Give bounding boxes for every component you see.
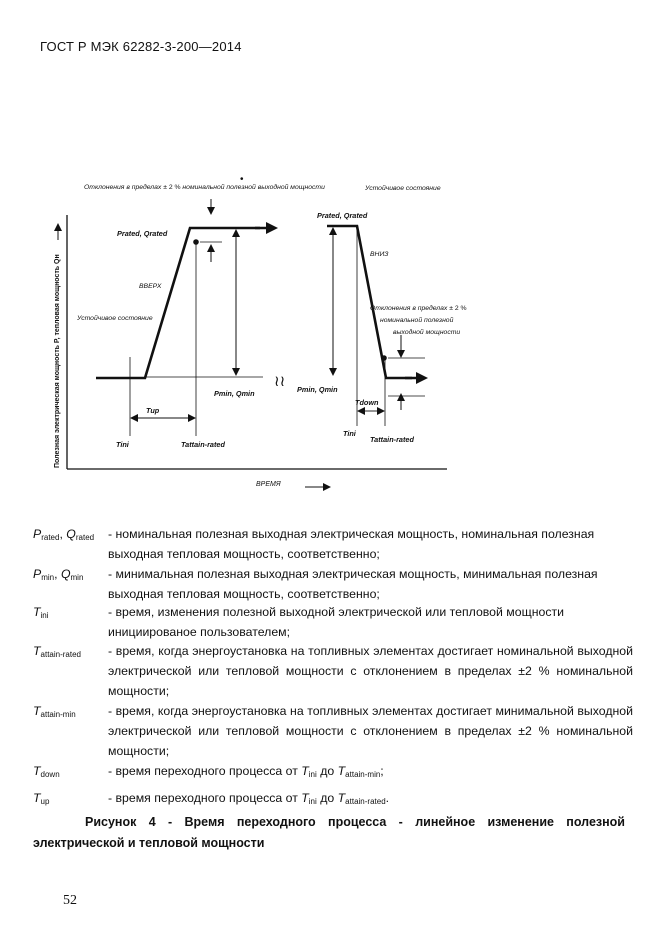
page-number: 52 [63,893,77,908]
prated-left-label: Prated, Qrated [117,229,168,238]
legend-row-tini [33,602,633,644]
legend-symbol: $P_{min}$, $Q_{min}$ [33,567,84,582]
legend-row-tattain-min [33,701,633,761]
legend-row-tdown [33,761,633,785]
up-label: ВВЕРХ [139,283,162,290]
right-tolerance-note-2: номинальной полезной [380,317,454,324]
legend-symbol: $T_{attain-rated}$ [33,644,81,659]
y-axis-label: Полезная электрическая мощность Р, тепловая мощность Qн [54,254,61,468]
attain-min-point [381,355,387,361]
legend-symbol: $T_{ini}$ [33,605,49,620]
legend-description: - минимальная полезная выходная электрическая мощность, минимальная полезная выходная тепловая мощность, соответственно; [108,567,598,601]
legend-description: - время, когда энергоустановка на топливных элементах достигает минимальной выходной электрической или тепловой мощности с отклонением в пределах ±2 % номинальной мощности; [108,704,633,758]
legend-row-pmin [33,564,633,606]
steady-state-left-label: Устойчивое состояние [77,315,153,322]
pmin-left-label: Pmin, Qmin [214,389,255,398]
legend-description: - время, когда энергоустановка на топливных элементах достигает номинальной выходной электрической или тепловой мощности с отклонением в пределах ±2 % номинальной мощности; [108,644,633,698]
legend-row-tattain-rated [33,641,633,701]
tdown-label: Tdown [355,398,379,407]
ramp-down-curve [327,226,412,378]
legend-symbol: $T_{attain-min}$ [33,704,76,719]
ramp-up-curve [96,228,260,378]
legend-description: - время переходного процесса от $T_{ini}$ до $T_{attain-min}$; [108,764,384,779]
legend-row-prated [33,524,633,566]
caption-line-1: Рисунок 4 - Время переходного процесса - линейное изменение полезной [85,815,625,829]
legend-symbol: $P_{rated}$, $Q_{rated}$ [33,527,95,542]
tini-left-label: Tini [116,440,129,449]
down-label: ВНИЗ [370,251,389,258]
top-dot: • [240,174,244,185]
tattain-left-label: Tattain-rated [181,440,225,449]
pmin-right-label: Pmin, Qmin [297,385,338,394]
right-tolerance-note-1: Отклонения в пределах ± 2 % [370,305,467,312]
legend-description: - номинальная полезная выходная электрическая мощность, номинальная полезная выходная тепловая мощность, соответственно; [108,527,595,561]
axis-break-mark: ≀≀ [274,373,286,390]
right-tolerance-note-3: выходной мощности [393,329,461,336]
tattain-right-label: Tattain-rated [370,435,414,444]
tini-right-label: Tini [343,429,356,438]
figure-caption [33,812,625,854]
top-tolerance-note: Отклонения в пределах ± 2 % номинальной полезной выходной мощности [84,184,325,191]
prated-right-label: Prated, Qrated [317,211,368,220]
tup-label: Tup [146,406,160,415]
legend-symbol: $T_{down}$ [33,764,60,779]
caption-line-2: электрической и тепловой мощности [33,836,265,850]
legend-row-tup [33,788,633,812]
legend-description: - время переходного процесса от $T_{ini}$ до $T_{attain-rated}$. [108,791,390,806]
legend-symbol: $T_{up}$ [33,791,50,806]
x-axis-label: ВРЕМЯ [256,481,281,488]
steady-state-right-label: Устойчивое состояние [365,185,441,192]
document-header: ГОСТ Р МЭК 62282-3-200—2014 [40,39,242,54]
legend-description: - время, изменения полезной выходной электрической или тепловой мощности инициированое пользователем; [108,605,564,639]
